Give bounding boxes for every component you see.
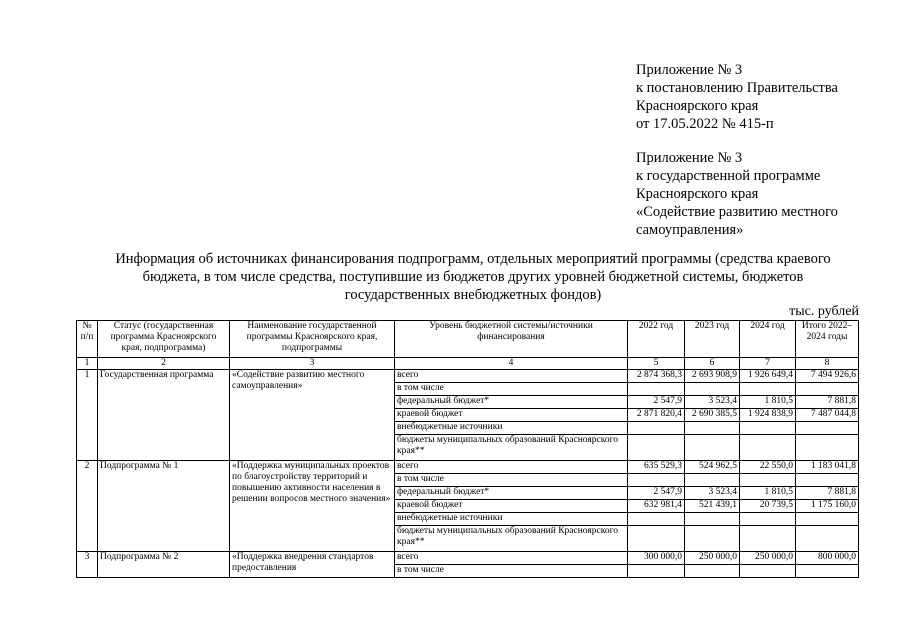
table-header-row [77,321,859,358]
total-value-cell: 7 487 044,8 [796,409,859,422]
funding-source-cell: всего [395,461,628,474]
year-value-cell-2022 [628,513,685,526]
title-line: бюджета, в том числе средства, поступившие из бюджетов других уровней бюджетной системы, бюджетов [142,269,804,285]
year-value-cell-2023: 2 690 385,5 [685,409,740,422]
year-value-cell-2022: 2 547,9 [628,396,685,409]
appendix-line: Красноярского края [636,98,759,114]
column-number: 1 [77,358,98,370]
row-number-cell: 1 [77,370,98,461]
appendix-reference-program [636,149,838,239]
column-number: 6 [685,358,740,370]
total-value-cell: 7 494 926,6 [796,370,859,383]
program-name-cell: «Поддержка муниципальных проектов по благоустройству территорий и повышению активности населения в решении вопросов местного значения» [230,461,395,552]
year-value-cell-2022 [628,435,685,461]
year-value-cell-2022: 2 871 820,4 [628,409,685,422]
year-value-cell-2022 [628,526,685,552]
total-value-cell [796,435,859,461]
header-2022: 2022 год [628,321,685,358]
status-cell: Подпрограмма № 2 [98,552,230,578]
program-name-cell: «Поддержка внедрения стандартов предоставления [230,552,395,578]
row-number-cell: 3 [77,552,98,578]
year-value-cell-2022: 632 981,4 [628,500,685,513]
funding-source-cell: в том числе [395,474,628,487]
column-number: 3 [230,358,395,370]
year-value-cell-2024: 22 550,0 [740,461,796,474]
appendix-line: самоуправления» [636,222,744,238]
year-value-cell-2022 [628,474,685,487]
program-name-cell: «Содействие развитию местного самоуправления» [230,370,395,461]
appendix-line: к постановлению Правительства [636,80,838,96]
column-numbers-row [77,358,859,370]
year-value-cell-2024 [740,526,796,552]
header-2024: 2024 год [740,321,796,358]
year-value-cell-2023: 521 439,1 [685,500,740,513]
column-number: 5 [628,358,685,370]
year-value-cell-2024 [740,565,796,578]
funding-source-cell: краевой бюджет [395,500,628,513]
year-value-cell-2024 [740,435,796,461]
year-value-cell-2023: 250 000,0 [685,552,740,565]
year-value-cell-2022: 635 529,3 [628,461,685,474]
units-label: тыс. рублей [789,304,859,319]
year-value-cell-2023 [685,565,740,578]
header-status: Статус (государственная программа Красноярского края, подпрограмма) [98,321,230,358]
funding-source-cell: краевой бюджет [395,409,628,422]
appendix-line: к государственной программе [636,168,821,184]
year-value-cell-2024: 250 000,0 [740,552,796,565]
document-title [82,250,864,304]
funding-source-cell: в том числе [395,565,628,578]
funding-source-cell: федеральный бюджет* [395,396,628,409]
total-value-cell: 800 000,0 [796,552,859,565]
year-value-cell-2023 [685,513,740,526]
total-value-cell [796,383,859,396]
total-value-cell: 7 881,8 [796,396,859,409]
year-value-cell-2023 [685,383,740,396]
table-row [77,461,859,474]
total-value-cell [796,474,859,487]
appendix-reference-resolution [636,61,838,133]
header-num: № п/п [77,321,98,358]
funding-source-cell: бюджеты муниципальных образований Красноярского края** [395,435,628,461]
funding-source-cell: внебюджетные источники [395,422,628,435]
appendix-line: Приложение № 3 [636,62,743,78]
table-body [77,370,859,578]
funding-source-cell: федеральный бюджет* [395,487,628,500]
header-2023: 2023 год [685,321,740,358]
year-value-cell-2022: 2 874 368,3 [628,370,685,383]
table-row [77,552,859,565]
funding-source-cell: в том числе [395,383,628,396]
header-total: Итого 2022–2024 годы [796,321,859,358]
year-value-cell-2024 [740,474,796,487]
year-value-cell-2024: 20 739,5 [740,500,796,513]
title-line: государственных внебюджетных фондов) [344,287,602,303]
header-name: Наименование государственной программы Красноярского края, подпрограммы [230,321,395,358]
year-value-cell-2023: 2 693 908,9 [685,370,740,383]
total-value-cell [796,513,859,526]
total-value-cell: 1 175 160,0 [796,500,859,513]
year-value-cell-2023 [685,422,740,435]
funding-source-cell: внебюджетные источники [395,513,628,526]
appendix-line: «Содействие развитию местного [636,204,838,220]
appendix-line: Красноярского края [636,186,759,202]
funding-source-cell: бюджеты муниципальных образований Красноярского края** [395,526,628,552]
year-value-cell-2023 [685,474,740,487]
year-value-cell-2022: 300 000,0 [628,552,685,565]
column-number: 4 [395,358,628,370]
appendix-line: Приложение № 3 [636,150,743,166]
year-value-cell-2023: 3 523,4 [685,396,740,409]
year-value-cell-2024 [740,422,796,435]
total-value-cell [796,422,859,435]
total-value-cell [796,526,859,552]
appendix-line: от 17.05.2022 № 415-п [636,116,774,132]
year-value-cell-2024 [740,513,796,526]
status-cell: Государственная программа [98,370,230,461]
year-value-cell-2024: 1 810,5 [740,396,796,409]
year-value-cell-2023 [685,435,740,461]
column-number: 2 [98,358,230,370]
row-number-cell: 2 [77,461,98,552]
funding-source-cell: всего [395,552,628,565]
column-number: 8 [796,358,859,370]
year-value-cell-2023 [685,526,740,552]
column-number: 7 [740,358,796,370]
title-line: Информация об источниках финансирования подпрограмм, отдельных мероприятий программы (средства краевого [115,251,831,267]
total-value-cell: 7 881,8 [796,487,859,500]
financing-table [76,320,859,578]
table-row [77,370,859,383]
year-value-cell-2022: 2 547,9 [628,487,685,500]
header-level: Уровень бюджетной системы/источники финансирования [395,321,628,358]
year-value-cell-2024 [740,383,796,396]
year-value-cell-2022 [628,565,685,578]
year-value-cell-2023: 3 523,4 [685,487,740,500]
year-value-cell-2023: 524 962,5 [685,461,740,474]
status-cell: Подпрограмма № 1 [98,461,230,552]
funding-source-cell: всего [395,370,628,383]
total-value-cell [796,565,859,578]
year-value-cell-2024: 1 926 649,4 [740,370,796,383]
year-value-cell-2022 [628,422,685,435]
year-value-cell-2022 [628,383,685,396]
total-value-cell: 1 183 041,8 [796,461,859,474]
year-value-cell-2024: 1 924 838,9 [740,409,796,422]
year-value-cell-2024: 1 810,5 [740,487,796,500]
